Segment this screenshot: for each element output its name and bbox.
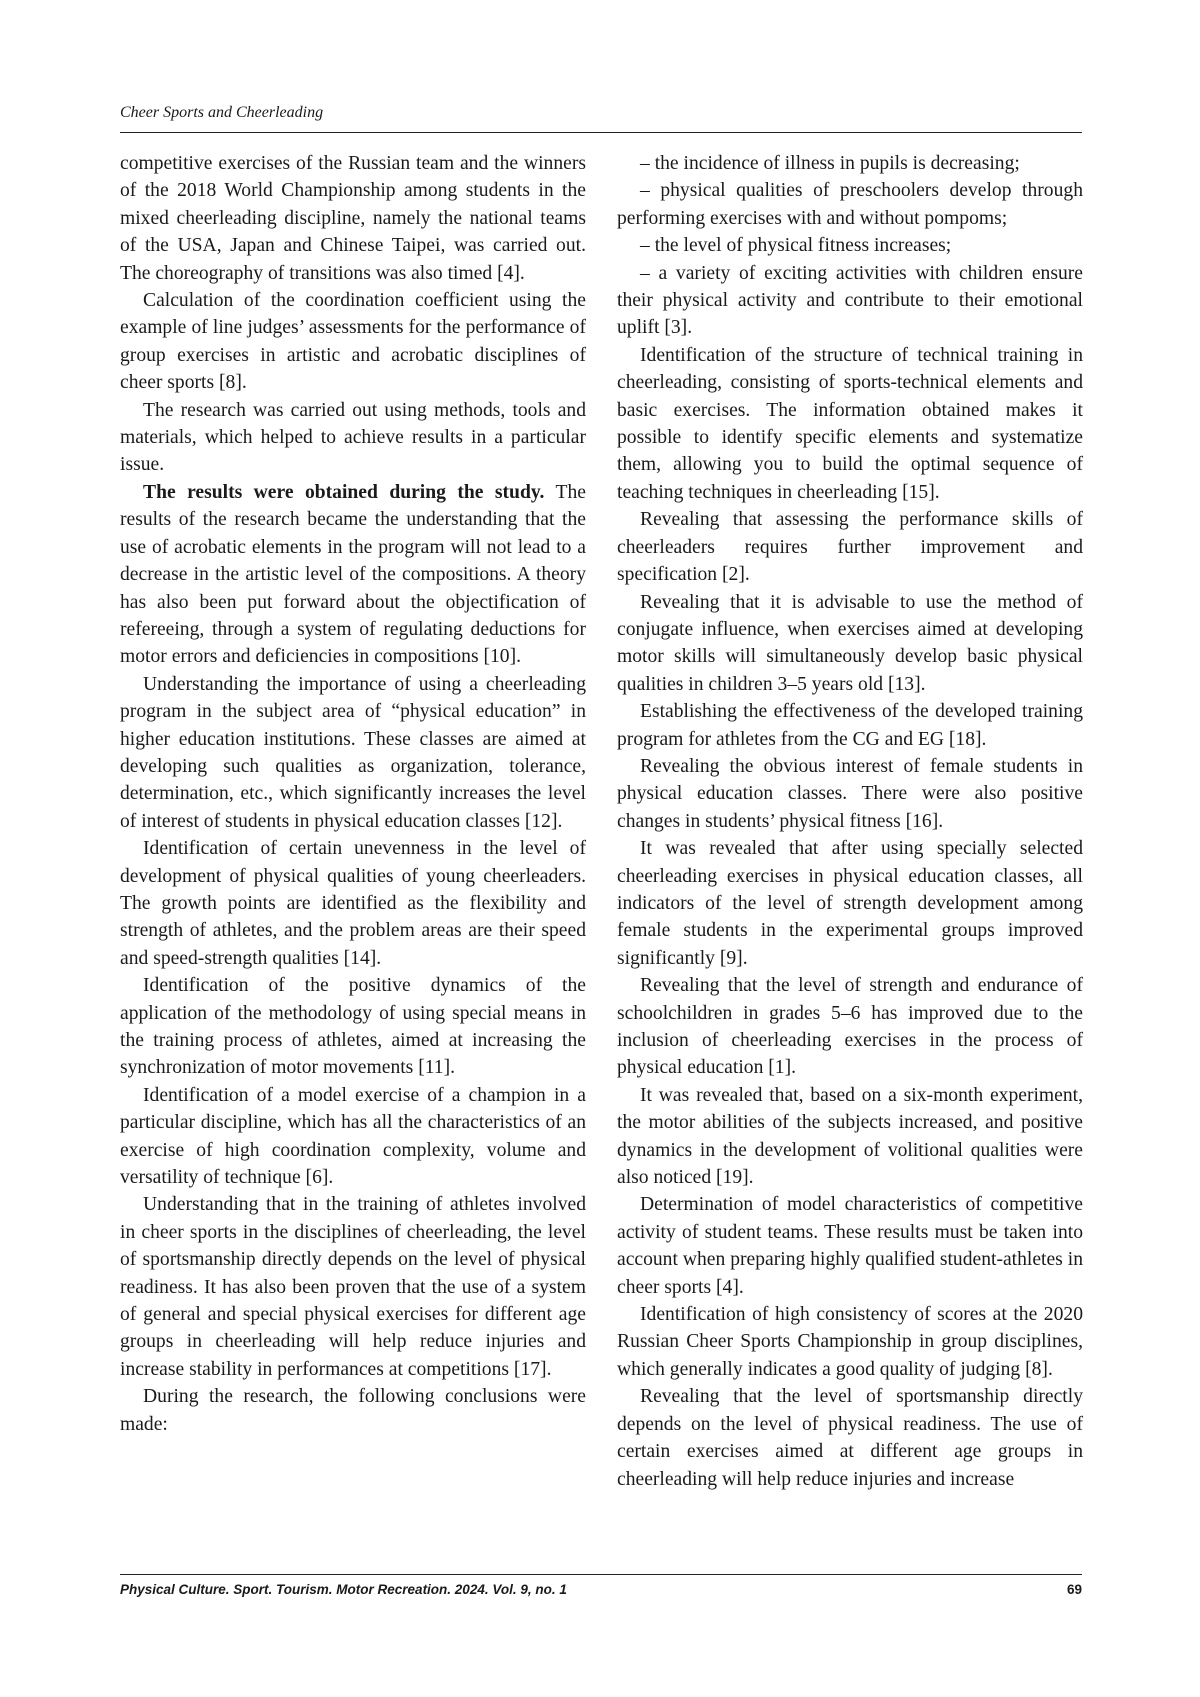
right-column	[617, 150, 1083, 1493]
paragraph-results	[120, 479, 586, 671]
paragraph: It was revealed that after using specially selected cheerleading exercises in physical education classes, all indicators of the level of strength development among female students in the experimental groups improved significantly [9].	[617, 838, 1083, 969]
paragraph: Calculation of the coordination coefficient using the example of line judges’ assessments for the performance of group exercises in artistic and acrobatic disciplines of cheer sports [8].	[120, 290, 586, 394]
paragraph: Identification of a model exercise of a champion in a particular discipline, which has all the characteristics of an exercise of high coordination complexity, volume and versatility of technique [6].	[120, 1084, 586, 1189]
paragraph: Identification of high consistency of scores at the 2020 Russian Cheer Sports Championship in group disciplines, which generally indicates a good quality of judging [8].	[617, 1304, 1083, 1380]
paragraph: Understanding the importance of using a cheerleading program in the subject area of “physical education” in higher education institutions. These classes are aimed at developing such qualities as organization, tolerance, determination, etc., which significantly increases the level of interest of students in physical education classes [12].	[120, 673, 586, 832]
paragraph: Identification of the structure of technical training in cheerleading, consisting of sports-technical elements and basic exercises. The information obtained makes it possible to identify specific elements and systematize them, allowing you to build the optimal sequence of teaching techniques in cheerleading [15].	[617, 344, 1083, 503]
paragraph: The research was carried out using methods, tools and materials, which helped to achieve results in a particular issue.	[120, 399, 586, 476]
paragraph: During the research, the following conclusions were made:	[120, 1386, 586, 1435]
paragraph: competitive exercises of the Russian team and the winners of the 2018 World Championship among students in the mixed cheerleading discipline, namely the national teams of the USA, Japan and Chinese Taipei, was carried out. The choreography of transitions was also timed [4].	[120, 153, 586, 284]
results-lead: The results were obtained during the study.	[143, 481, 545, 503]
paragraph: Revealing that the level of sportsmanship directly depends on the level of physical readiness. The use of certain exercises aimed at different age groups in cheerleading will help reduce injuries and increase	[617, 1386, 1083, 1490]
paragraph: Establishing the effectiveness of the developed training program for athletes from the CG and EG [18].	[617, 701, 1083, 750]
left-column	[120, 150, 586, 1438]
conclusion-item: – the level of physical fitness increases;	[640, 235, 952, 257]
footer-rule	[120, 1574, 1082, 1575]
paragraph: Understanding that in the training of athletes involved in cheer sports in the disciplines of cheerleading, the level of sportsmanship directly depends on the level of physical readiness. It has also been proven that the use of a system of general and special physical exercises for different age groups in cheerleading will help reduce injuries and increase stability in performances at competitions [17].	[120, 1194, 586, 1380]
results-text: The results of the research became the understanding that the use of acrobatic elements in the program will not lead to a decrease in the artistic level of the compositions. A theory has also been put forward about the objectification of refereeing, through a system of regulating deductions for motor errors and deficiencies in compositions [10].	[120, 481, 586, 668]
paragraph: Revealing the obvious interest of female students in physical education classes. There were also positive changes in students’ physical fitness [16].	[617, 755, 1083, 832]
paragraph: Revealing that it is advisable to use the method of conjugate influence, when exercises aimed at developing motor skills will simultaneously develop basic physical qualities in children 3–5 years old [13].	[617, 591, 1083, 695]
paragraph: Revealing that assessing the performance skills of cheerleaders requires further improvement and specification [2].	[617, 509, 1083, 586]
conclusion-item: – a variety of exciting activities with children ensure their physical activity and contribute to their emotional uplift [3].	[617, 262, 1083, 339]
paragraph: It was revealed that, based on a six-month experiment, the motor abilities of the subjects increased, and positive dynamics in the development of volitional qualities were also noticed [19].	[617, 1084, 1083, 1189]
conclusion-item: – the incidence of illness in pupils is decreasing;	[640, 153, 1020, 174]
running-head: Cheer Sports and Cheerleading	[120, 104, 324, 121]
paragraph: Identification of the positive dynamics of the application of the methodology of using special means in the training process of athletes, aimed at increasing the synchronization of motor movements [11].	[120, 975, 586, 1079]
paragraph: Revealing that the level of strength and endurance of schoolchildren in grades 5–6 has improved due to the inclusion of cheerleading exercises in the process of physical education [1].	[617, 975, 1083, 1079]
paragraph: Identification of certain unevenness in the level of development of physical qualities of young cheerleaders. The growth points are identified as the flexibility and strength of athletes, and the problem areas are their speed and speed-strength qualities [14].	[120, 838, 586, 969]
conclusion-item: – physical qualities of preschoolers develop through performing exercises with and without pompoms;	[617, 180, 1083, 229]
header-rule	[120, 132, 1082, 133]
paragraph: Determination of model characteristics of competitive activity of student teams. These results must be taken into account when preparing highly qualified student-athletes in cheer sports [4].	[617, 1194, 1083, 1298]
page-number: 69	[1066, 1582, 1082, 1597]
journal-citation: Physical Culture. Sport. Tourism. Motor Recreation. 2024. Vol. 9, no. 1	[120, 1582, 567, 1597]
